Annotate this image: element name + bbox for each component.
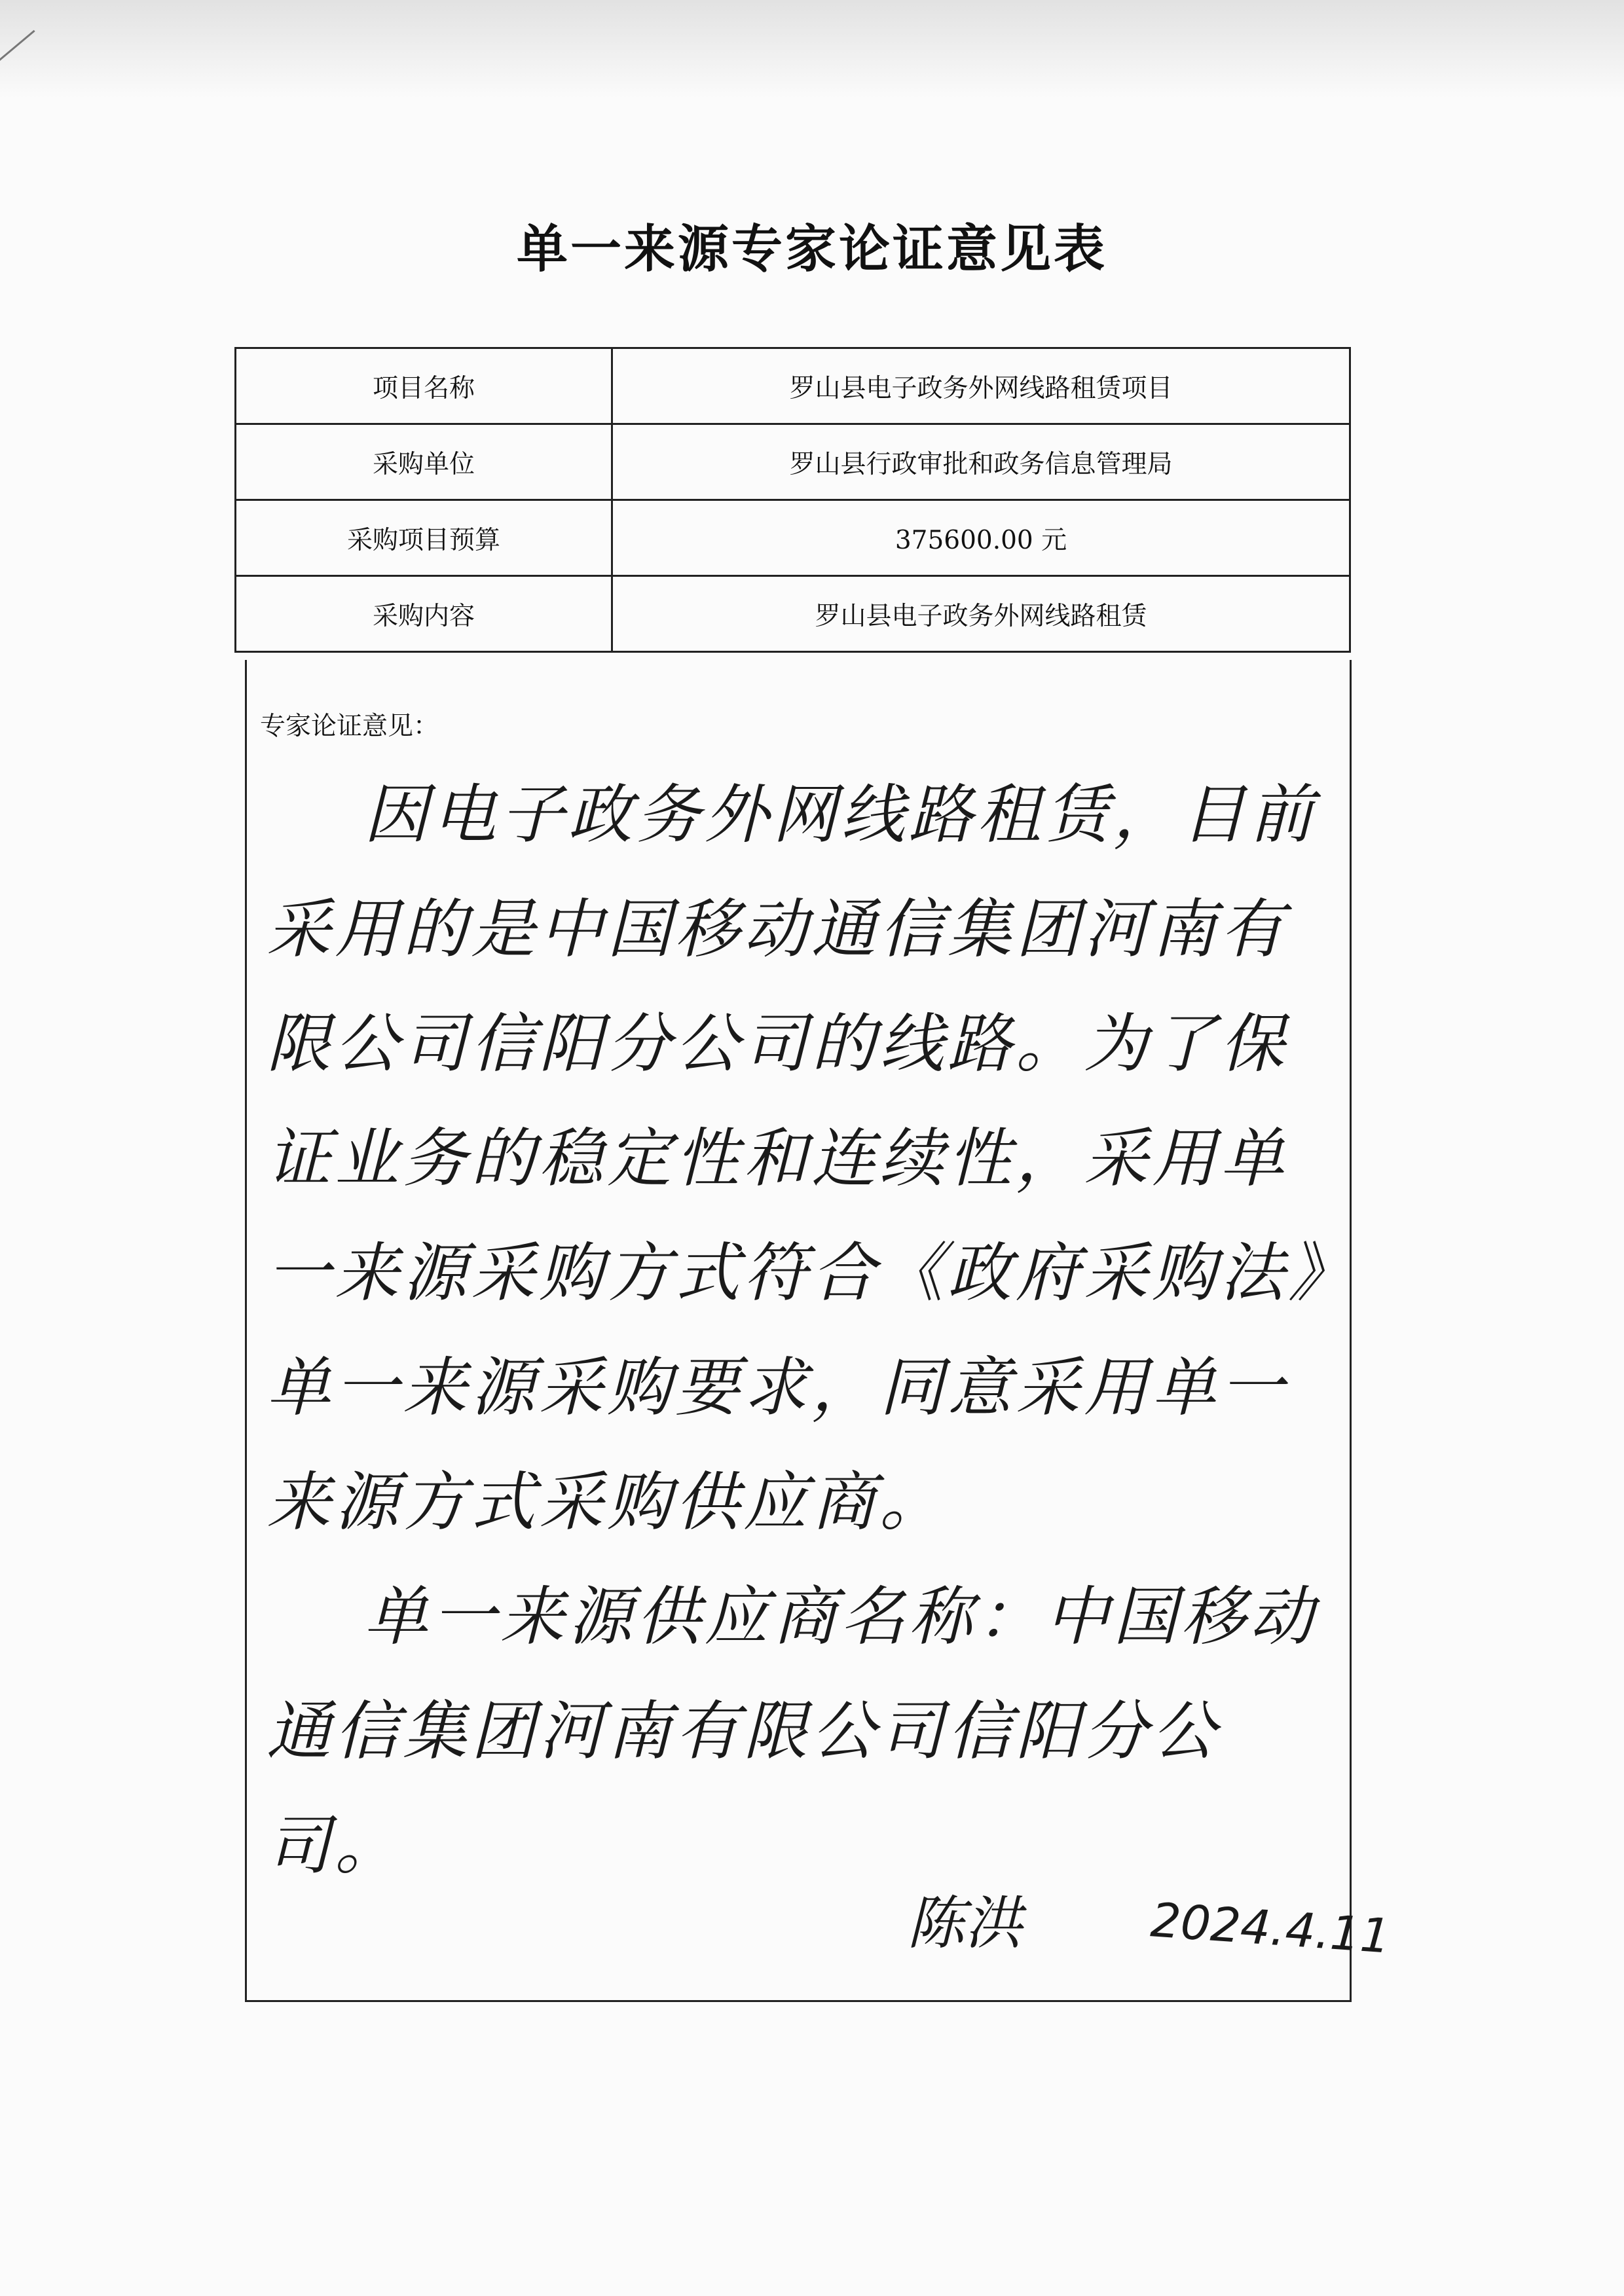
row-label-content: 采购内容: [236, 576, 612, 652]
table-row: [236, 576, 1350, 652]
table-row: [236, 500, 1350, 576]
project-info-table: [234, 347, 1351, 653]
row-value-content: 罗山县电子政务外网线路租赁: [612, 576, 1350, 652]
row-value-budget: 375600.00 元: [612, 500, 1350, 576]
table-row: [236, 424, 1350, 500]
opinion-label: 专家论证意见：: [260, 712, 439, 741]
row-value-project-name: 罗山县电子政务外网线路租赁项目: [612, 348, 1350, 424]
expert-opinion-box: [245, 660, 1392, 2002]
scan-shadow: [0, 0, 1624, 98]
handwritten-opinion: 因电子政务外网线路租赁，目前采用的是中国移动通信集团河南有限公司信阳分公司的线路。为了保证业务的稳定性和连续性，采用单一来源采购方式符合《政府采购法》单一来源采购要求，同意采用单一来源方式采购供应商。 单一来源供应商名称：中国移动通信集团河南有限公司信阳分公司。: [267, 778, 1325, 1884]
row-label-purchaser: 采购单位: [236, 424, 612, 500]
row-label-budget: 采购项目预算: [236, 500, 612, 576]
row-value-purchaser: 罗山县行政审批和政务信息管理局: [612, 424, 1350, 500]
table-row: [236, 348, 1350, 424]
expert-signature: 陈洪: [907, 1889, 1023, 1957]
signature-date: 2024.4.11: [1149, 1892, 1392, 1964]
row-label-project-name: 项目名称: [236, 348, 612, 424]
document-title: 单一来源专家论证意见表: [516, 219, 1107, 279]
